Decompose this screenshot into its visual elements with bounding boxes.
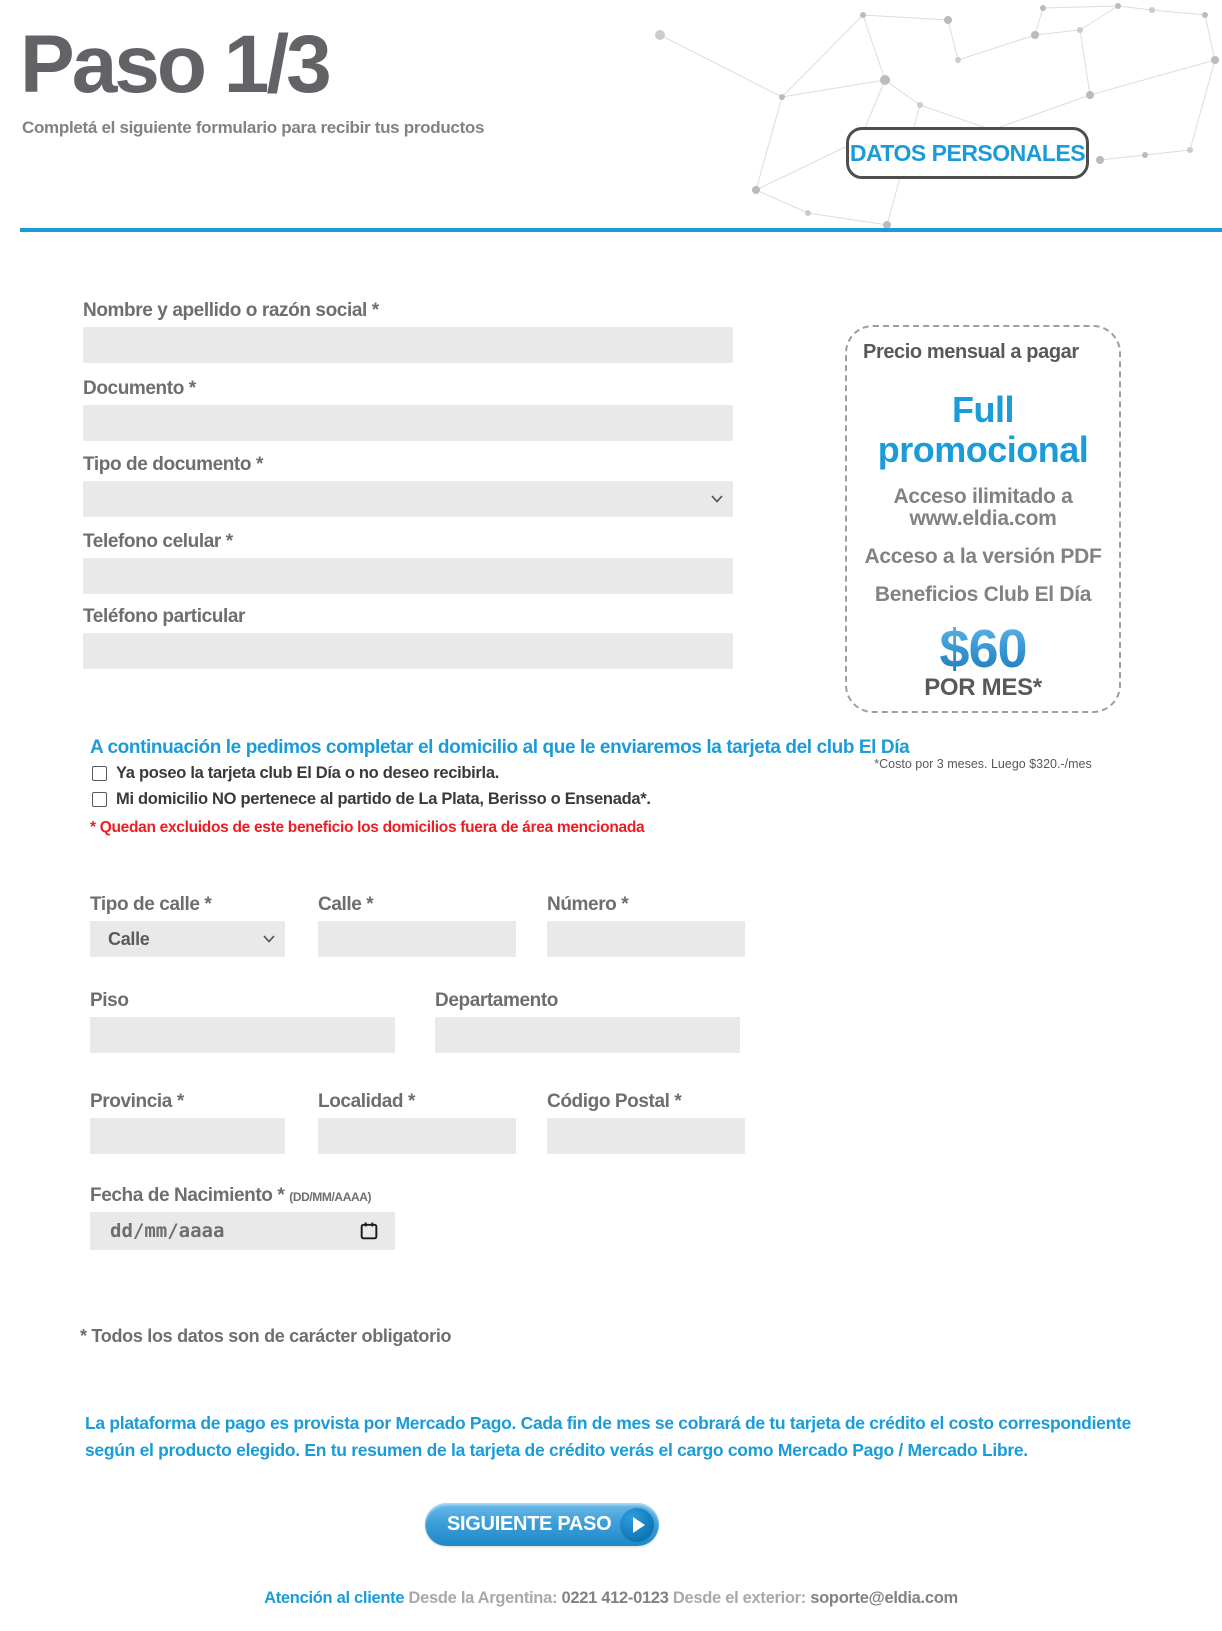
field-numero <box>547 894 745 957</box>
field-documento <box>83 378 733 441</box>
piso-label: Piso <box>90 990 129 1011</box>
network-decoration <box>642 0 1222 240</box>
particular-input[interactable] <box>83 633 733 669</box>
price-panel <box>845 325 1121 713</box>
calle-input[interactable] <box>318 921 516 957</box>
price-panel-heading: Precio mensual a pagar <box>863 341 1079 363</box>
codigo-postal-input[interactable] <box>547 1118 745 1154</box>
tarjeta-checkbox[interactable] <box>92 766 107 781</box>
departamento-input[interactable] <box>435 1017 740 1053</box>
footer <box>0 1589 1222 1608</box>
tipo-calle-select[interactable] <box>90 921 285 957</box>
plan-feature: Beneficios Club El Día <box>874 582 1092 606</box>
field-tipo-calle <box>90 894 285 957</box>
domicilio-checkbox-label: Mi domicilio NO pertenece al partido de La Plata, Berisso o Ensenada*. <box>116 790 651 808</box>
accent-divider <box>20 228 1222 232</box>
nombre-label: Nombre y apellido o razón social * <box>83 300 379 321</box>
documento-label: Documento * <box>83 378 196 399</box>
tipo-calle-label: Tipo de calle * <box>90 894 212 915</box>
support-phone: 0221 412-0123 <box>561 1589 669 1607</box>
tipo-documento-select[interactable] <box>83 481 733 517</box>
chevron-down-icon <box>263 935 275 943</box>
required-note: * Todos los datos son de carácter obligatorio <box>80 1326 452 1346</box>
particular-label: Teléfono particular <box>83 606 246 627</box>
field-piso <box>90 990 395 1053</box>
exclusion-warning: * Quedan excluidos de este beneficio los domicilios fuera de área mencionada <box>90 819 645 836</box>
play-icon <box>620 1508 654 1542</box>
documento-input[interactable] <box>83 405 733 441</box>
plan-feature: Acceso a la versión PDF <box>864 544 1102 568</box>
support-email: soporte@eldia.com <box>810 1589 958 1607</box>
field-codigo-postal <box>547 1091 745 1154</box>
codigo-postal-label: Código Postal * <box>547 1091 682 1112</box>
provincia-label: Provincia * <box>90 1091 184 1112</box>
celular-input[interactable] <box>83 558 733 594</box>
price-footnote: *Costo por 3 meses. Luego $320.-/mes <box>874 757 1092 771</box>
domicilio-checkbox[interactable] <box>92 792 107 807</box>
page-title: Paso 1/3 <box>20 19 329 110</box>
fecha-nacimiento-datebox <box>90 1212 395 1250</box>
payment-note: La plataforma de pago es provista por Mercado Pago. Cada fin de mes se cobrará de tu tarjeta de crédito el costo correspondiente según el producto elegido. En tu resumen de la tarjeta de crédito verás el cargo como Mercado Pago / Mercado Libre. <box>85 1413 1131 1461</box>
checkbox-row-tarjeta <box>92 764 499 783</box>
numero-input[interactable] <box>547 921 745 957</box>
field-fecha-nacimiento <box>90 1185 395 1250</box>
field-tipo-documento <box>83 454 733 517</box>
field-departamento <box>435 990 740 1053</box>
numero-label: Número * <box>547 894 629 915</box>
fecha-format-hint: (DD/MM/AAAA) <box>289 1190 372 1204</box>
chevron-down-icon <box>711 495 723 503</box>
localidad-input[interactable] <box>318 1118 516 1154</box>
tarjeta-checkbox-label: Ya poseo la tarjeta club El Día o no deseo recibirla. <box>116 764 499 782</box>
plan-period: POR MES* <box>924 674 1042 702</box>
calendar-icon[interactable] <box>359 1221 379 1241</box>
plan-name: Full promocional <box>877 389 1089 471</box>
localidad-label: Localidad * <box>318 1091 415 1112</box>
field-celular <box>83 531 733 594</box>
siguiente-paso-label: SIGUIENTE PASO <box>447 1513 612 1535</box>
field-provincia <box>90 1091 285 1154</box>
celular-label: Telefono celular * <box>83 531 233 552</box>
departamento-label: Departamento <box>435 990 558 1011</box>
plan-price: $60 <box>859 618 1107 680</box>
tipo-documento-label: Tipo de documento * <box>83 454 263 475</box>
tipo-calle-value: Calle <box>108 928 150 949</box>
domicilio-heading: A continuación le pedimos completar el domicilio al que le enviaremos la tarjeta del club El Día <box>90 737 910 758</box>
field-particular <box>83 606 733 669</box>
provincia-input[interactable] <box>90 1118 285 1154</box>
field-nombre <box>83 300 733 363</box>
argentina-label: Desde la Argentina: <box>408 1589 558 1607</box>
page-subtitle: Completá el siguiente formulario para recibir tus productos <box>22 118 485 137</box>
siguiente-paso-button[interactable] <box>425 1503 659 1546</box>
nombre-input[interactable] <box>83 327 733 363</box>
plan-feature: Acceso ilimitado a www.eldia.com <box>893 484 1073 531</box>
datos-personales-badge: DATOS PERSONALES <box>846 127 1089 179</box>
checkbox-row-domicilio <box>92 790 651 809</box>
fecha-nacimiento-input[interactable] <box>110 1220 359 1242</box>
support-label: Atención al cliente <box>264 1589 405 1607</box>
field-calle <box>318 894 516 957</box>
piso-input[interactable] <box>90 1017 395 1053</box>
field-localidad <box>318 1091 516 1154</box>
fecha-nacimiento-label: Fecha de Nacimiento * <box>90 1185 285 1206</box>
calle-label: Calle * <box>318 894 374 915</box>
exterior-label: Desde el exterior: <box>672 1589 806 1607</box>
